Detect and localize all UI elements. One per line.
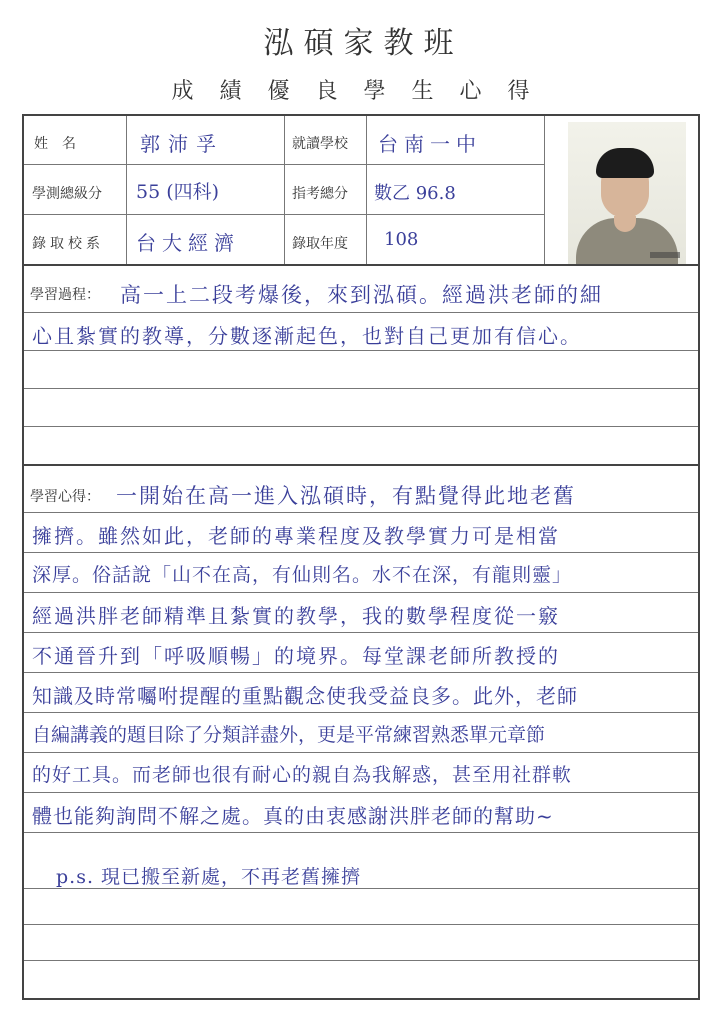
name-value: 郭沛孚 [140,132,224,156]
process-line-2: 心且紮實的教導，分數逐漸起色，也對自己更加有信心。 [32,324,582,348]
reflection-line-6: 知識及時常囑咐提醒的重點觀念使我受益良多。此外，老師 [32,684,578,708]
reflection-line-2: 擁擠。雖然如此，老師的專業程度及教學實力可是相當 [32,524,560,548]
year-value: 108 [384,229,419,250]
name-label-text: 姓 名 [34,136,76,152]
page-subtitle: 成績優良學生心得 [171,79,556,104]
ruled-line [24,350,698,351]
year-label: 錄取年度 [292,236,348,252]
divider [284,116,285,264]
school-value: 台南一中 [378,132,482,156]
ruled-line [24,512,698,513]
ruled-line [24,672,698,673]
divider [24,264,698,266]
ruled-line [24,426,698,427]
ruled-line [24,632,698,633]
reflection-ps: p.s. 現已搬至新處，不再老舊擁擠 [56,866,362,888]
section-divider [24,464,698,466]
photo-hair [596,148,654,178]
student-photo [568,122,686,264]
photo-stamp [650,252,680,258]
process-label: 學習過程： [30,287,100,303]
divider [126,116,127,264]
reflection-line-1: 一開始在高一進入泓碩時，有點覺得此地老舊 [116,484,576,508]
ruled-line [24,888,698,889]
reflection-line-8: 的好工具。而老師也很有耐心的親自為我解惑，甚至用社群軟 [32,764,573,786]
admission-value: 台大經濟 [136,231,240,255]
reflection-line-4: 經過洪胖老師精準且紮實的教學，我的數學程度從一竅 [32,604,560,628]
ruled-line [24,312,698,313]
ruled-line [24,792,698,793]
ruled-line [24,712,698,713]
admission-label: 錄取校系 [32,236,104,252]
reflection-line-9: 體也能夠詢問不解之處。真的由衷感謝洪胖老師的幫助~ [32,804,554,828]
divider [544,116,545,264]
page-title: 泓碩家教班 [263,26,464,61]
ast-value: 數乙 96.8 [374,183,456,204]
name-label [34,133,116,153]
ruled-line [24,552,698,553]
ruled-line [24,960,698,961]
gsat-value: 55 (四科) [136,181,220,203]
school-label: 就讀學校 [292,136,348,152]
ruled-line [24,592,698,593]
reflection-line-7: 自編講義的題目除了分類詳盡外，更是平常練習熟悉單元章節 [32,724,546,746]
divider [366,116,367,264]
ruled-line [24,388,698,389]
ast-label: 指考總分 [292,186,348,202]
reflection-line-5: 不通晉升到「呼吸順暢」的境界。每堂課老師所教授的 [32,644,560,668]
ruled-line [24,924,698,925]
ruled-line [24,752,698,753]
reflection-line-3: 深厚。俗話說「山不在高，有仙則名。水不在深，有龍則靈」 [32,564,573,586]
process-line-1: 高一上二段考爆後，來到泓碩。經過洪老師的細 [120,283,603,307]
reflection-label: 學習心得： [30,489,100,505]
gsat-label: 學測總級分 [32,186,102,202]
ruled-line [24,832,698,833]
